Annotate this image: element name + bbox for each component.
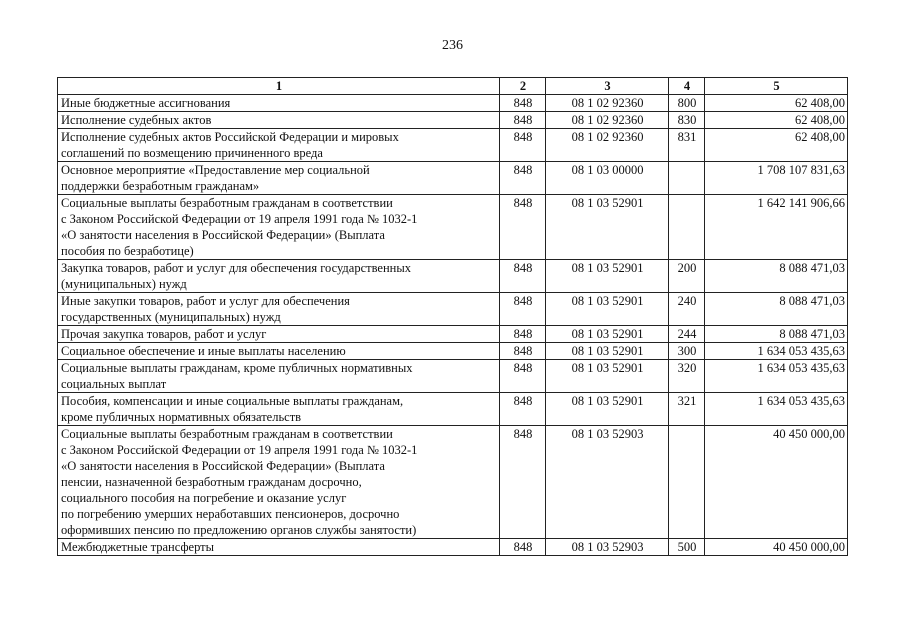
cell-sum: 40 450 000,00 xyxy=(705,539,848,556)
cell-code: 848 xyxy=(500,260,546,293)
cell-vr: 321 xyxy=(669,393,705,426)
cell-code: 848 xyxy=(500,195,546,260)
cell-name: Социальное обеспечение и иные выплаты населению xyxy=(58,343,500,360)
page-number: 236 xyxy=(442,38,463,53)
cell-vr xyxy=(669,195,705,260)
column-header: 2 xyxy=(500,78,546,95)
cell-sum: 62 408,00 xyxy=(705,112,848,129)
cell-sum: 8 088 471,03 xyxy=(705,293,848,326)
cell-vr xyxy=(669,426,705,539)
cell-csr: 08 1 03 00000 xyxy=(546,162,669,195)
cell-vr: 200 xyxy=(669,260,705,293)
header-row xyxy=(58,78,848,95)
cell-name: Социальные выплаты безработным гражданам в соответствии с Законом Российской Федерации от 19 апреля 1991 года № 1032-1 «О занятости населения в Российской Федерации» (Выплата пособия по безработице) xyxy=(58,195,500,260)
cell-code: 848 xyxy=(500,95,546,112)
cell-sum: 62 408,00 xyxy=(705,95,848,112)
cell-name: Социальные выплаты безработным гражданам в соответствии с Законом Российской Федерации от 19 апреля 1991 года № 1032-1 «О занятости населения в Российской Федерации» (Выплата пенсии, назначенной безработным гражданам досрочно, социального пособия на погребение и оказание услуг по погребению умерших неработавших пенсионеров, досрочно оформивших пенсию по предложению органов службы занятости) xyxy=(58,426,500,539)
cell-csr: 08 1 02 92360 xyxy=(546,95,669,112)
cell-vr: 300 xyxy=(669,343,705,360)
cell-name: Исполнение судебных актов Российской Федерации и мировых соглашений по возмещению причиненного вреда xyxy=(58,129,500,162)
table-row xyxy=(58,360,848,393)
cell-vr: 500 xyxy=(669,539,705,556)
cell-name: Межбюджетные трансферты xyxy=(58,539,500,556)
cell-csr: 08 1 02 92360 xyxy=(546,112,669,129)
table-row xyxy=(58,112,848,129)
column-header: 1 xyxy=(58,78,500,95)
table-body xyxy=(58,95,848,556)
cell-name: Основное мероприятие «Предоставление мер социальной поддержки безработным гражданам» xyxy=(58,162,500,195)
cell-csr: 08 1 03 52901 xyxy=(546,195,669,260)
table-row xyxy=(58,260,848,293)
cell-sum: 8 088 471,03 xyxy=(705,326,848,343)
cell-code: 848 xyxy=(500,426,546,539)
cell-code: 848 xyxy=(500,112,546,129)
cell-vr: 831 xyxy=(669,129,705,162)
table-row xyxy=(58,393,848,426)
cell-sum: 8 088 471,03 xyxy=(705,260,848,293)
cell-sum: 1 634 053 435,63 xyxy=(705,343,848,360)
cell-code: 848 xyxy=(500,343,546,360)
cell-code: 848 xyxy=(500,393,546,426)
cell-code: 848 xyxy=(500,326,546,343)
table-row xyxy=(58,293,848,326)
cell-csr: 08 1 02 92360 xyxy=(546,129,669,162)
cell-csr: 08 1 03 52903 xyxy=(546,539,669,556)
cell-name: Исполнение судебных актов xyxy=(58,112,500,129)
cell-code: 848 xyxy=(500,293,546,326)
cell-vr: 830 xyxy=(669,112,705,129)
column-header: 3 xyxy=(546,78,669,95)
table-row xyxy=(58,95,848,112)
column-header: 4 xyxy=(669,78,705,95)
cell-vr: 320 xyxy=(669,360,705,393)
cell-sum: 1 634 053 435,63 xyxy=(705,393,848,426)
cell-vr: 244 xyxy=(669,326,705,343)
table-row xyxy=(58,326,848,343)
cell-name: Закупка товаров, работ и услуг для обеспечения государственных (муниципальных) нужд xyxy=(58,260,500,293)
cell-csr: 08 1 03 52901 xyxy=(546,393,669,426)
cell-sum: 1 634 053 435,63 xyxy=(705,360,848,393)
column-header: 5 xyxy=(705,78,848,95)
cell-vr: 240 xyxy=(669,293,705,326)
table-row xyxy=(58,162,848,195)
cell-name: Иные закупки товаров, работ и услуг для обеспечения государственных (муниципальных) нужд xyxy=(58,293,500,326)
cell-name: Социальные выплаты гражданам, кроме публичных нормативных социальных выплат xyxy=(58,360,500,393)
table-row xyxy=(58,539,848,556)
cell-name: Иные бюджетные ассигнования xyxy=(58,95,500,112)
cell-name: Пособия, компенсации и иные социальные выплаты гражданам, кроме публичных нормативных обязательств xyxy=(58,393,500,426)
cell-vr xyxy=(669,162,705,195)
cell-csr: 08 1 03 52901 xyxy=(546,360,669,393)
cell-sum: 1 642 141 906,66 xyxy=(705,195,848,260)
cell-csr: 08 1 03 52901 xyxy=(546,260,669,293)
cell-code: 848 xyxy=(500,162,546,195)
cell-vr: 800 xyxy=(669,95,705,112)
cell-csr: 08 1 03 52901 xyxy=(546,326,669,343)
cell-code: 848 xyxy=(500,129,546,162)
cell-sum: 40 450 000,00 xyxy=(705,426,848,539)
table-row xyxy=(58,343,848,360)
table-row xyxy=(58,129,848,162)
table-row xyxy=(58,195,848,260)
cell-sum: 1 708 107 831,63 xyxy=(705,162,848,195)
cell-code: 848 xyxy=(500,360,546,393)
cell-csr: 08 1 03 52901 xyxy=(546,343,669,360)
cell-csr: 08 1 03 52903 xyxy=(546,426,669,539)
cell-csr: 08 1 03 52901 xyxy=(546,293,669,326)
cell-name: Прочая закупка товаров, работ и услуг xyxy=(58,326,500,343)
budget-table xyxy=(57,77,848,556)
cell-sum: 62 408,00 xyxy=(705,129,848,162)
cell-code: 848 xyxy=(500,539,546,556)
table-row xyxy=(58,426,848,539)
